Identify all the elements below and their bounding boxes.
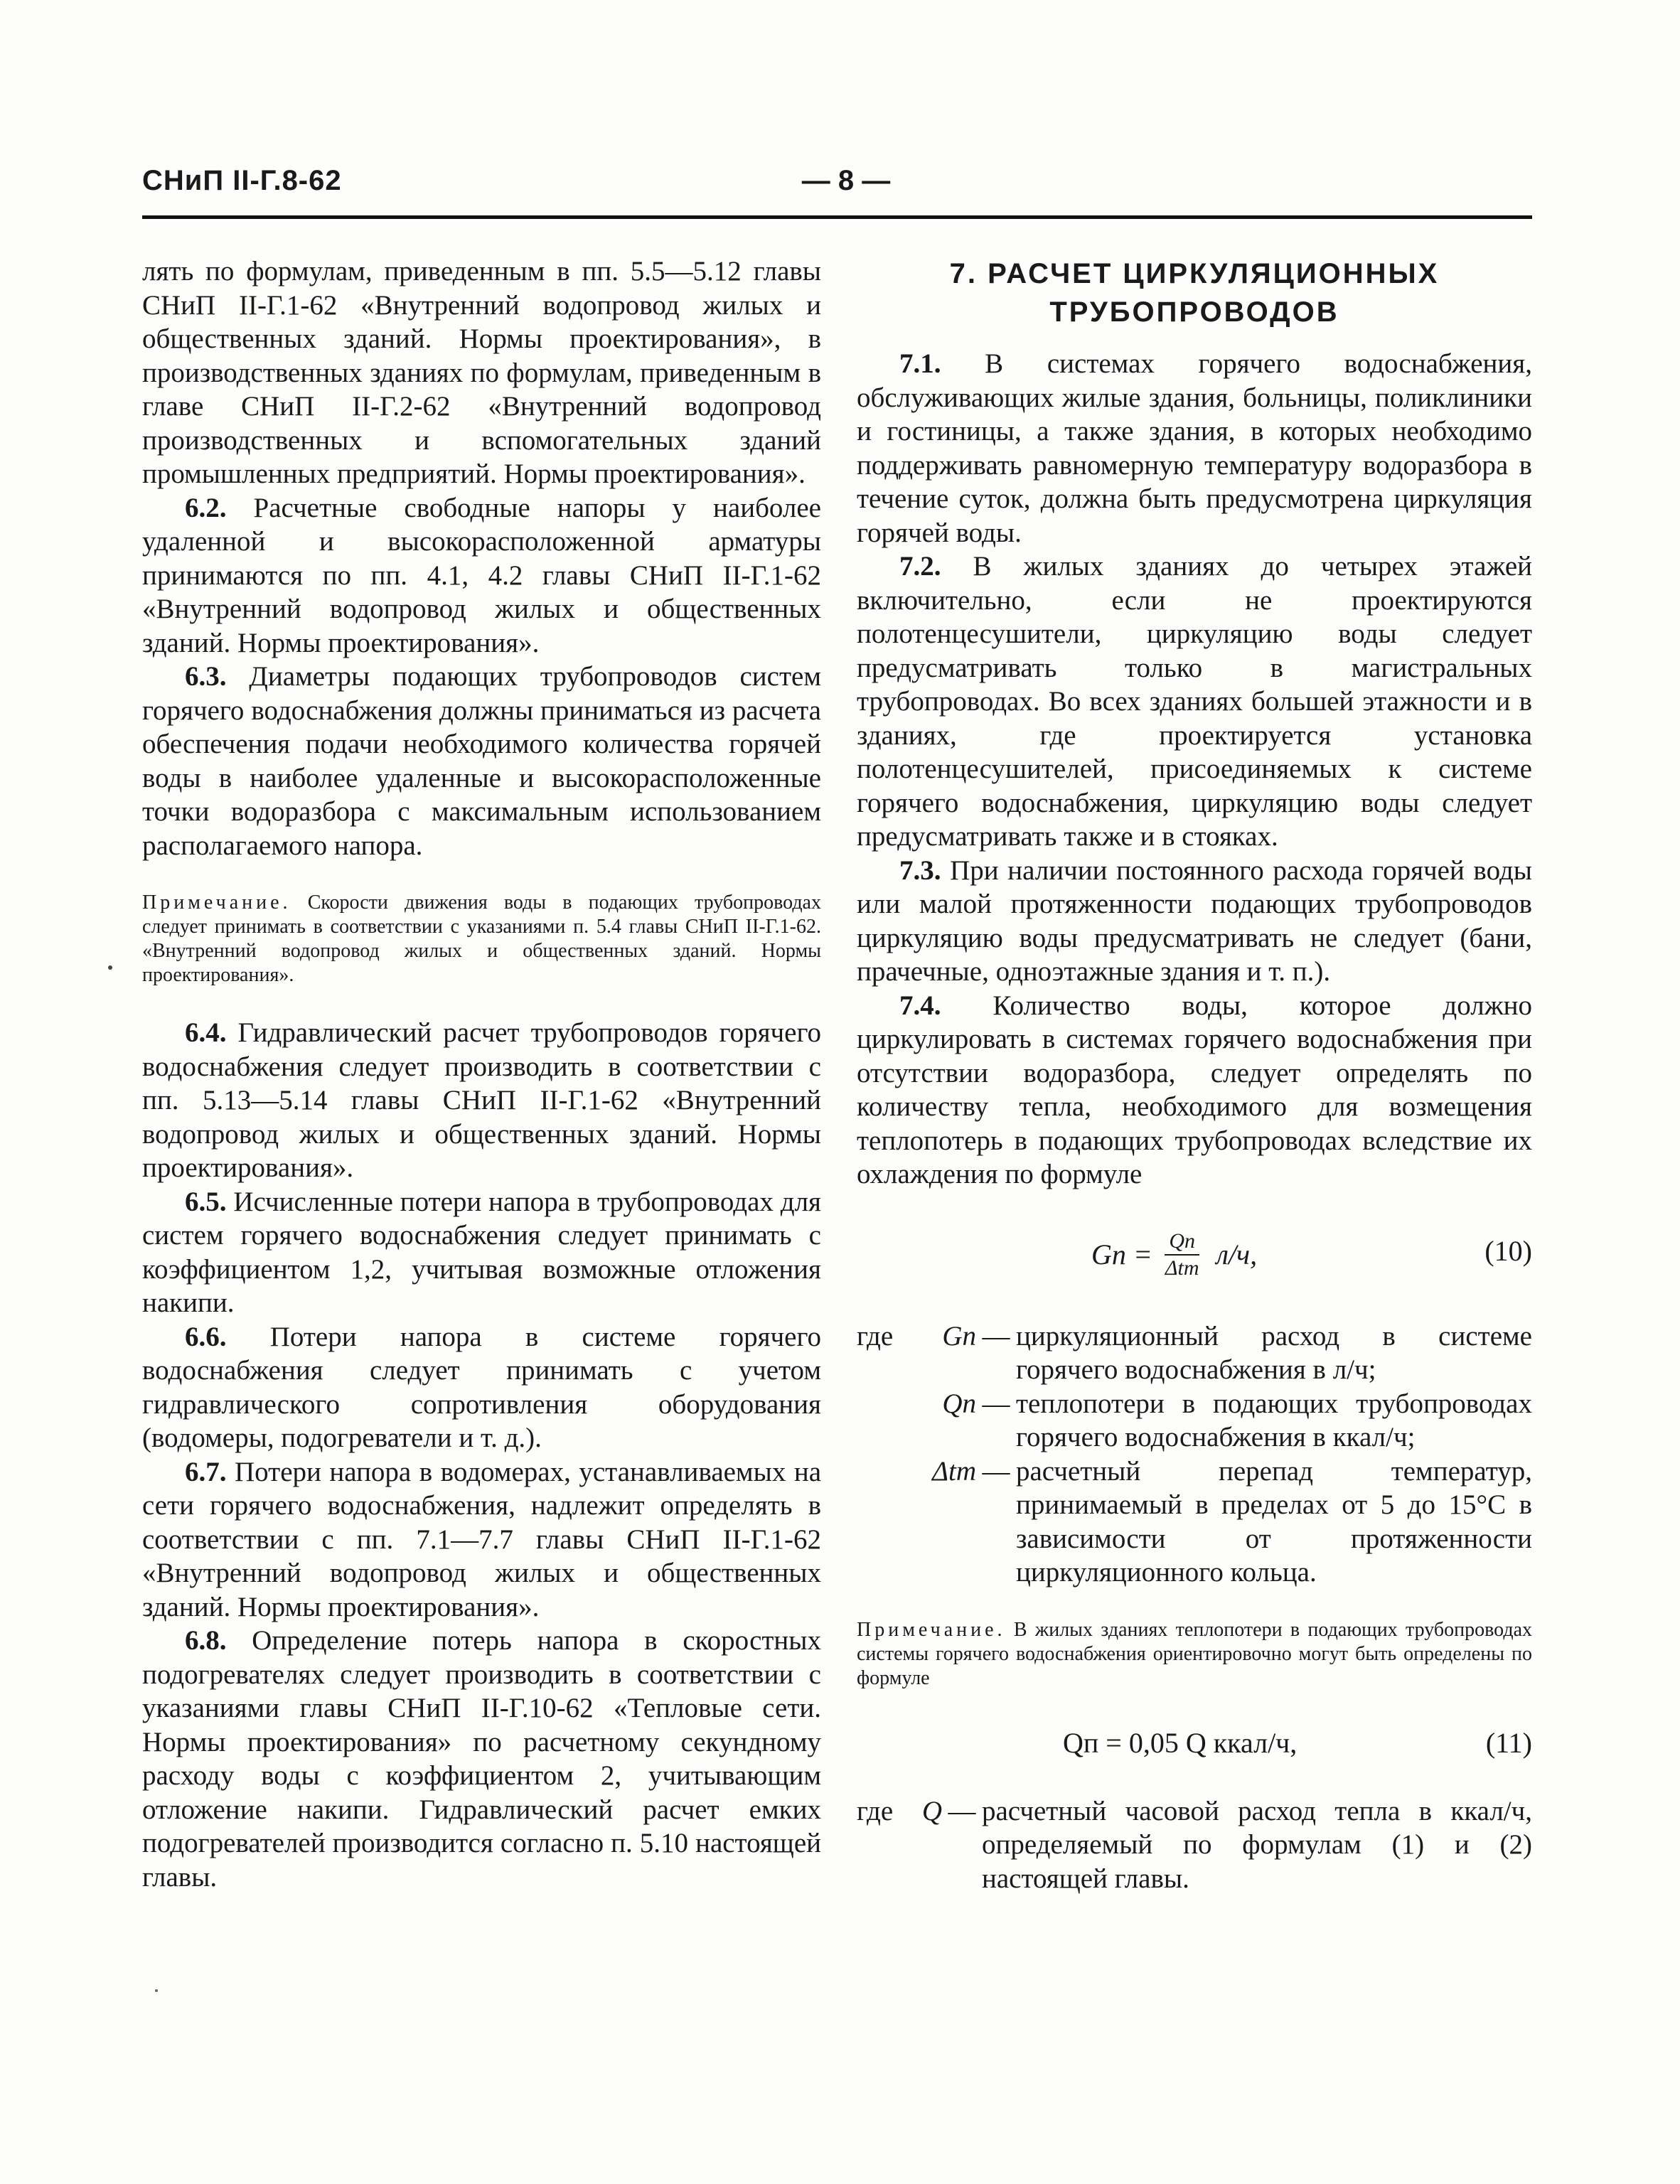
document-code: СНиП II-Г.8-62: [142, 165, 342, 196]
clause-number: 7.1.: [899, 348, 941, 379]
clause-number: 6.2.: [185, 492, 227, 523]
header-rule: [142, 215, 1532, 219]
formula-11-body: Qп = 0,05 Q ккал/ч,: [1063, 1726, 1298, 1759]
clause-number: 6.3.: [185, 661, 227, 692]
definition-symbol: Q: [921, 1795, 942, 1826]
paragraph-6-4: [142, 1016, 821, 1185]
clause-text: Количество воды, которое должно циркулировать в системах горячего водоснабжения при отсутствии водоразбора, следует определять по количеству тепла, необходимого для возмещения теплопотерь в подающих трубопроводах вследствие их охлаждения по формуле: [857, 990, 1533, 1189]
paragraph-6-7: [142, 1455, 821, 1624]
note-velocity: [142, 891, 821, 987]
paragraph-6-3: [142, 660, 821, 862]
definition-dash: —: [948, 1795, 976, 1826]
paragraph-6-8: [142, 1624, 821, 1894]
formula-lhs: Gп =: [1091, 1238, 1152, 1270]
definition-symbol: Δtт: [932, 1455, 976, 1487]
paragraph-7-4: [857, 989, 1532, 1192]
clause-number: 6.7.: [185, 1456, 227, 1487]
left-column: [142, 255, 821, 1894]
clause-number: 6.8.: [185, 1625, 227, 1656]
paragraph-6-2: [142, 491, 821, 660]
scan-speck: [108, 965, 112, 970]
clause-text: Определение потерь напора в скоростных подогревателях следует производить в соответствии с указаниями главы СНиП II-Г.10-62 «Тепловые сети. Нормы проектирования» по расчетному секундному расходу воды с коэффициентом 2, учитывающим отложение накипи. Гидравлический расчет емких подогревателей производится согласно п. 5.10 настоящей главы.: [142, 1625, 821, 1893]
paragraph-7-1: [857, 347, 1532, 550]
formula-fraction: [1161, 1228, 1204, 1281]
paragraph-6-5: [142, 1185, 821, 1320]
section-title-line-2: ТРУБОПРОВОДОВ: [1049, 296, 1339, 328]
clause-text: Гидравлический расчет трубопроводов горячего водоснабжения следует производить в соответствии с пп. 5.13—5.14 главы СНиП II-Г.1-62 «Внутренний водопровод жилых и общественных зданий. Нормы проектирования».: [142, 1017, 822, 1183]
scan-speck: [155, 1989, 158, 1992]
definition-lead: где: [857, 1320, 894, 1351]
formula-number: (11): [1485, 1726, 1532, 1759]
clause-text: Расчетные свободные напоры у наиболее удаленной и высокорасположенной арматуры принимаются по пп. 4.1, 4.2 главы СНиП II-Г.1-62 «Внутренний водопровод жилых и общественных зданий. Нормы проектирования».: [142, 492, 821, 658]
fraction-denominator: Δtт: [1165, 1256, 1199, 1280]
definition-text: циркуляционный расход в системе горячего водоснабжения в л/ч;: [1016, 1320, 1532, 1385]
clause-number: 6.4.: [185, 1017, 227, 1048]
clause-text: При наличии постоянного расхода горячей воды или малой протяженности подающих трубопроводов циркуляцию воды предусматривать не следует (бани, прачечные, одноэтажные здания и т. п.).: [857, 855, 1533, 987]
section-title: [857, 255, 1532, 331]
formula-10-definitions: [857, 1320, 1532, 1590]
definition-row: [857, 1455, 1532, 1590]
note-label: Примечание.: [142, 892, 291, 914]
definition-dash: —: [982, 1388, 1010, 1419]
definition-lead: где: [857, 1795, 894, 1826]
definition-text: теплопотери в подающих трубопроводах горячего водоснабжения в ккал/ч;: [1016, 1388, 1532, 1452]
clause-text: В системах горячего водоснабжения, обслуживающих жилые здания, больницы, поликлиники и гостиницы, а также здания, в которых необходимо поддерживать равномерную температуру водоразбора в течение суток, должна быть предусмотрена циркуляция горячей воды.: [857, 348, 1532, 548]
formula-11: [857, 1719, 1532, 1776]
note-text: В жилых зданиях теплопотери в подающих трубопроводах системы горячего водоснабжения ориентировочно могут быть определены по формуле: [857, 1618, 1532, 1689]
page-number: — 8 —: [801, 165, 891, 196]
paragraph-6-1-continuation: лять по формулам, приведенным в пп. 5.5—5.12 главы СНиП II-Г.1-62 «Внутренний водопровод жилых и общественных зданий. Нормы проектирования», в производственных зданиях по формулам, приведенным в главе СНиП II-Г.2-62 «Внутренний водопровод производственных и вспомогательных зданий промышленных предприятий. Нормы проектирования».: [142, 256, 821, 489]
definition-dash: —: [982, 1320, 1010, 1351]
note-heat-loss: [857, 1618, 1532, 1691]
clause-number: 7.2.: [899, 551, 941, 582]
clause-text: Исчисленные потери напора в трубопроводах для систем горячего водоснабжения следует принимать с коэффициентом 1,2, учитывая возможные отложения накипи.: [142, 1186, 821, 1318]
formula-10-body: [1091, 1228, 1257, 1281]
definition-text: расчетный часовой расход тепла в ккал/ч, определяемый по формулам (1) и (2) настоящей главы.: [982, 1795, 1532, 1894]
clause-text: Потери напора в системе горячего водоснабжения следует принимать с учетом гидравлического сопротивления оборудования (водомеры, подогреватели и т. д.).: [142, 1321, 822, 1453]
definition-dash: —: [982, 1455, 1010, 1487]
clause-text: Потери напора в водомерах, устанавливаемых на сети горячего водоснабжения, надлежит определять в соответствии с пп. 7.1—7.7 главы СНиП II-Г.1-62 «Внутренний водопровод жилых и общественных зданий. Нормы проектирования».: [142, 1456, 822, 1622]
definition-row: [857, 1320, 1532, 1387]
definition-symbol: Qп: [942, 1388, 976, 1419]
clause-number: 6.6.: [185, 1321, 227, 1352]
clause-number: 7.3.: [899, 855, 941, 886]
clause-text: В жилых зданиях до четырех этажей включительно, если не проектируются полотенцесушители, циркуляцию воды следует предусматривать только в магистральных трубопроводах. Во всех зданиях большей этажности и в зданиях, где проектируется установка полотенцесушителей, присоединяемых к системе горячего водоснабжения, циркуляцию воды следует предусматривать также и в стояках.: [857, 551, 1532, 852]
paragraph-7-2: [857, 550, 1532, 854]
page-header: [142, 165, 1532, 222]
right-column: [857, 255, 1532, 1895]
clause-number: 6.5.: [185, 1186, 227, 1217]
formula-11-definitions: [857, 1794, 1532, 1896]
clause-text: Диаметры подающих трубопроводов систем горячего водоснабжения должны приниматься из расчета обеспечения подачи необходимого количества горячей воды в наиболее удаленные и высокорасположенные точки водоразбора с максимальным использованием располагаемого напора.: [142, 661, 821, 861]
note-text: Скорости движения воды в подающих трубопроводах следует принимать в соответствии с указаниями п. 5.4 главы СНиП II-Г.1-62. «Внутренний водопровод жилых и общественных зданий. Нормы проектирования».: [142, 892, 821, 986]
fraction-numerator: Qп: [1165, 1228, 1199, 1256]
definition-row: [857, 1794, 1532, 1896]
definition-symbol: Gп: [942, 1320, 976, 1351]
formula-10: [857, 1213, 1532, 1298]
section-title-line-1: 7. РАСЧЕТ ЦИРКУЛЯЦИОННЫХ: [949, 258, 1440, 289]
formula-unit: л/ч,: [1216, 1238, 1258, 1270]
definition-row: [857, 1387, 1532, 1455]
note-label: Примечание.: [857, 1618, 1006, 1641]
clause-number: 7.4.: [899, 990, 941, 1021]
formula-number: (10): [1484, 1234, 1532, 1267]
paragraph-7-3: [857, 854, 1532, 989]
paragraph-6-6: [142, 1320, 821, 1455]
definition-text: расчетный перепад температур, принимаемый в пределах от 5 до 15°С в зависимости от протяженности циркуляционного кольца.: [1016, 1455, 1532, 1588]
